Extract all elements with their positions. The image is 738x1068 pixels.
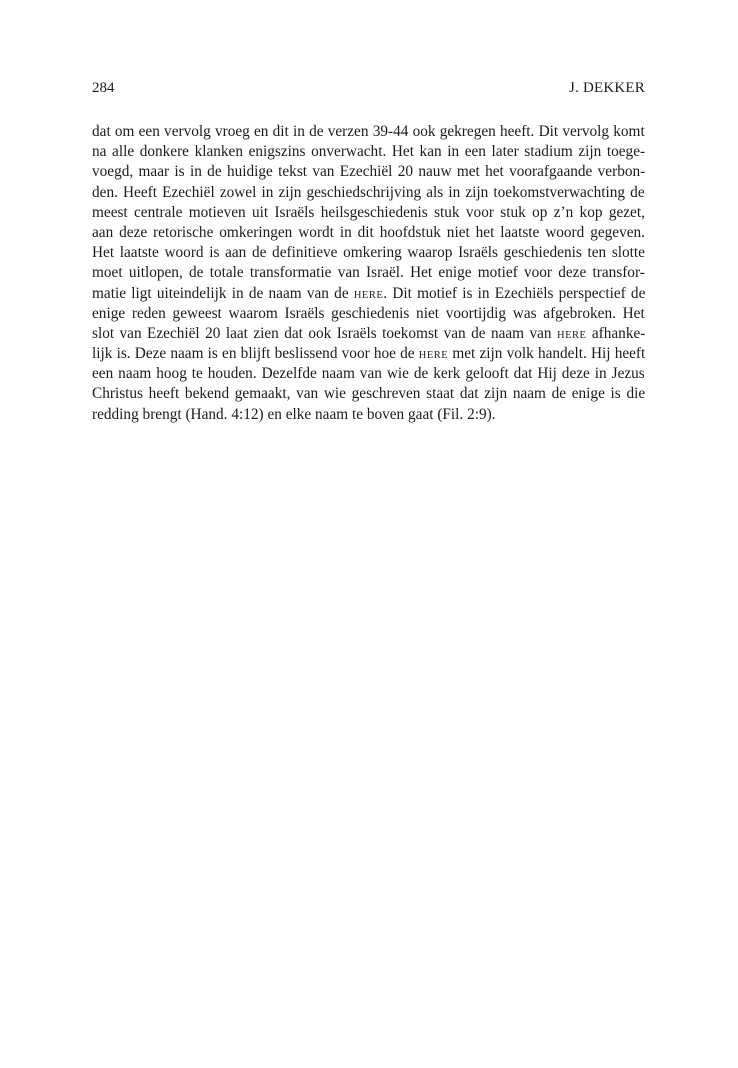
- text-line: slot van Ezechiël 20 laat zien dat ook Israëls toekomst van de naam van HERE afhanke-: [92, 324, 646, 342]
- running-head-author: J. DEKKER: [569, 80, 645, 96]
- small-caps-here: HERE: [557, 329, 587, 341]
- text-line: den. Heeft Ezechiël zowel in zijn geschiedschrijving als in zijn toekomstverwachting de: [92, 183, 645, 201]
- text-line: matie ligt uiteindelijk in de naam van de HERE. Dit motief is in Ezechiëls perspectief de: [92, 284, 646, 302]
- text-line: een naam hoog te houden. Dezelfde naam van wie de kerk gelooft dat Hij deze in Jezus: [92, 365, 645, 383]
- page-number: 284: [92, 80, 115, 96]
- text-line: meest centrale motieven uit Israëls heilsgeschiedenis stuk voor stuk op z’n kop gezet,: [92, 203, 645, 221]
- text-line: moet uitlopen, de totale transformatie van Israël. Het enige motief voor deze transfor-: [92, 264, 645, 282]
- text-line: Het laatste woord is aan de definitieve omkering waarop Israëls geschiedenis ten slotte: [92, 244, 645, 262]
- small-caps-here: HERE: [353, 289, 384, 301]
- text-line: dat om een vervolg vroeg en dit in de verzen 39-44 ook gekregen heeft. Dit vervolg komt: [92, 123, 645, 140]
- text-line: aan deze retorische omkeringen wordt in dit hoofdstuk niet het laatste woord gegeven.: [92, 223, 645, 241]
- text-line: lijk is. Deze naam is en blijft beslissend voor hoe de HERE met zijn volk handelt. Hij heeft: [92, 345, 646, 363]
- text-line: enige reden geweest waarom Israëls geschiedenis niet voortijdig was afgebroken. Het: [92, 304, 645, 322]
- body-paragraph: [92, 122, 645, 425]
- text-line: redding brengt (Hand. 4:12) en elke naam te boven gaat (Fil. 2:9).: [92, 405, 496, 423]
- text-line: na alle donkere klanken enigszins onverwacht. Het kan in een later stadium zijn toege-: [92, 143, 646, 161]
- small-caps-here: HERE: [418, 350, 449, 362]
- text-line: Christus heeft bekend gemaakt, van wie geschreven staat dat zijn naam de enige is die: [92, 385, 646, 403]
- text-line: voegd, maar is in de huidige tekst van Ezechiël 20 nauw met het voorafgaande verbon-: [92, 163, 646, 181]
